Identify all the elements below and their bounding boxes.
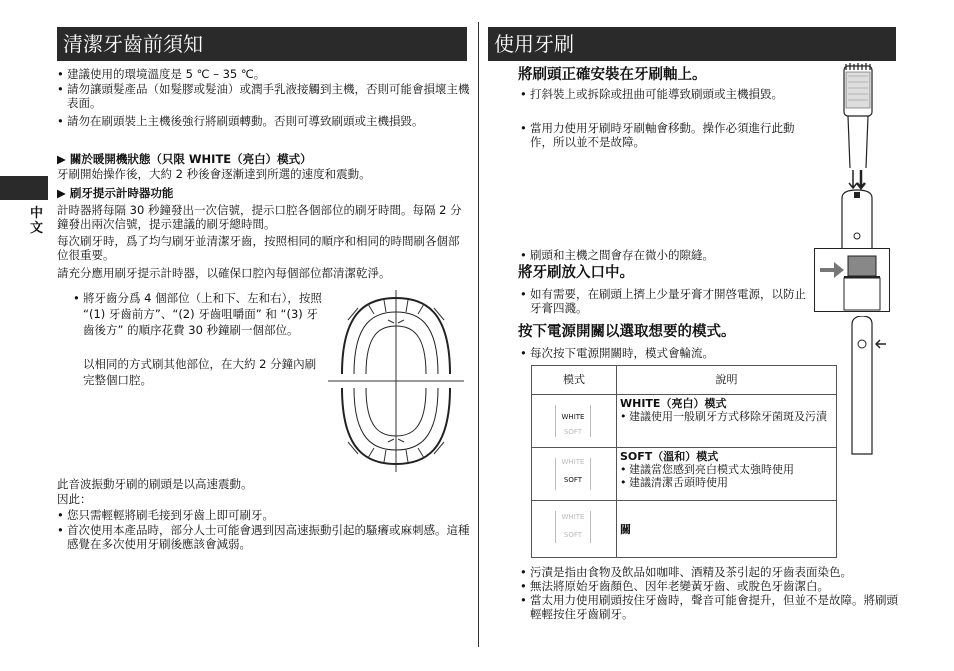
mode-indicator-off bbox=[532, 501, 617, 558]
language-label: 中文 bbox=[30, 206, 44, 236]
timer-para-1: 計時器將每隔 30 秒鐘發出一次信號，提示口腔各個部位的刷牙時間。每隔 2 分鐘發出兩次信號，提示建議的刷牙總時間。 bbox=[57, 203, 462, 231]
handle-illustration bbox=[840, 316, 890, 456]
timer-para-3: 請充分應用刷牙提示計時器，以確保口腔內每個部位都清潔乾淨。 bbox=[57, 266, 391, 280]
step2-heading: 將牙刷放入口中。 bbox=[518, 265, 634, 281]
warm-start-text: 牙刷開始操作後，大約 2 秒後會逐漸達到所選的速度和震動。 bbox=[57, 167, 371, 181]
mode-title: WHITE（亮白）模式 bbox=[620, 397, 727, 410]
step2-bullet: • 如有需要，在刷頭上擠上少量牙膏才開啓電源，以防止牙膏四濺。 bbox=[520, 287, 810, 315]
column-divider bbox=[478, 22, 479, 647]
timer-heading: ▶ 刷牙提示計時器功能 bbox=[57, 186, 174, 200]
right-section-title: 使用牙刷 bbox=[488, 27, 896, 61]
left-section-title: 清潔牙齒前須知 bbox=[57, 27, 467, 61]
sonic-bullet-1: • 您只需輕輕將刷毛接到牙齒上即可刷牙。 bbox=[57, 508, 472, 522]
desc-column-header: 說明 bbox=[617, 366, 837, 395]
white-indicator-lit: WHITE bbox=[561, 413, 585, 421]
step3-bullet: • 每次按下電源開關時，模式會輪流。 bbox=[520, 346, 810, 360]
head-gap-illustration bbox=[814, 248, 890, 312]
footer-bullet-1: • 污漬是指由食物及飲品如咖啡、酒精及茶引起的牙齒表面染色。 bbox=[520, 565, 910, 579]
timer-para-2: 每次刷牙時，爲了均勻刷牙並清潔牙齒，按照相同的順序和相同的時間刷各個部位很重要。 bbox=[57, 234, 460, 262]
brush-head-illustration bbox=[830, 60, 890, 170]
mode-desc-bullet: • 建議清潔舌頭時使用 bbox=[620, 476, 833, 489]
sonic-para-2: 因此： bbox=[57, 492, 92, 506]
white-indicator-dim: WHITE bbox=[561, 513, 585, 521]
mode-indicator-soft bbox=[532, 448, 617, 501]
warm-start-heading: ▶ 關於暖開機狀態（只限 WHITE（亮白）模式） bbox=[57, 152, 312, 166]
footer-bullet-2: • 無法將原始牙齒顏色、因年老變黃牙齒、或脫色牙齒潔白。 bbox=[520, 579, 910, 593]
table-row bbox=[532, 501, 837, 558]
step3-heading: 按下電源開關以選取想要的模式。 bbox=[518, 324, 736, 340]
language-tab bbox=[0, 176, 48, 200]
step1-bullet-2: • 當用力使用牙刷時牙刷軸會移動。操作必須進行此動作，所以並不是故障。 bbox=[520, 121, 808, 149]
soft-indicator-dim: SOFT bbox=[563, 531, 583, 539]
mode-table bbox=[531, 365, 837, 558]
quadrant-bullet: • 將牙齒分爲 4 個部位（上和下、左和右），按照 “(1) 牙齒前方”、“(2) 牙齒咀嚼面” 和 “(3) 牙齒後方” 的順序花費 30 秒鐘刷一個部位。 bbox=[73, 290, 328, 338]
quadrant-extra: 以相同的方式刷其他部位，在大約 2 分鐘內刷完整個口腔。 bbox=[83, 357, 317, 387]
mode-desc-bullet: • 建議當您感到亮白模式太強時使用 bbox=[620, 463, 833, 476]
mode-title: SOFT（溫和）模式 bbox=[620, 450, 719, 463]
left-bullet-1: • 建議使用的環境溫度是 5 ℃ – 35 ℃。 bbox=[57, 67, 472, 81]
left-bullet-2: • 請勿讓頭髮產品（如髮膠或髮油）或潤手乳液接觸到主機，否則可能會損壞主機表面。 bbox=[57, 82, 472, 110]
sonic-bullet-2: • 首次使用本產品時，部分人士可能會遇到因高速振動引起的騷癢或麻刺感。這種感覺在多次使用牙刷後應該會減弱。 bbox=[57, 523, 472, 551]
mode-column-header: 模式 bbox=[532, 366, 617, 395]
step1-heading: 將刷頭正確安裝在牙刷軸上。 bbox=[518, 67, 707, 83]
mode-indicator-white bbox=[532, 395, 617, 448]
footer-bullet-3: • 當太用力使用刷頭按住牙齒時，聲音可能會提升，但並不是故障。將刷頭輕輕按住牙齒刷牙。 bbox=[520, 593, 900, 621]
table-row bbox=[532, 395, 837, 448]
mode-desc-bullet: • 建議使用一般刷牙方式移除牙菌斑及污漬 bbox=[620, 410, 833, 423]
white-indicator-dim: WHITE bbox=[561, 458, 585, 466]
table-row bbox=[532, 448, 837, 501]
left-bullet-3: • 請勿在刷頭裝上主機後強行將刷頭轉動。否則可導致刷頭或主機損毀。 bbox=[57, 114, 472, 128]
step1-bullet-1: • 打斜裝上或拆除或扭曲可能導致刷頭或主機損毀。 bbox=[520, 87, 808, 101]
sonic-para-1: 此音波振動牙刷的刷頭是以高速震動。 bbox=[57, 477, 253, 491]
gap-bullet: • 刷頭和主機之間會存在微小的隙縫。 bbox=[520, 248, 810, 262]
mode-title: 關 bbox=[620, 522, 631, 536]
teeth-quadrant-diagram bbox=[328, 290, 464, 472]
soft-indicator-lit: SOFT bbox=[563, 476, 583, 484]
soft-indicator-dim: SOFT bbox=[563, 428, 583, 436]
